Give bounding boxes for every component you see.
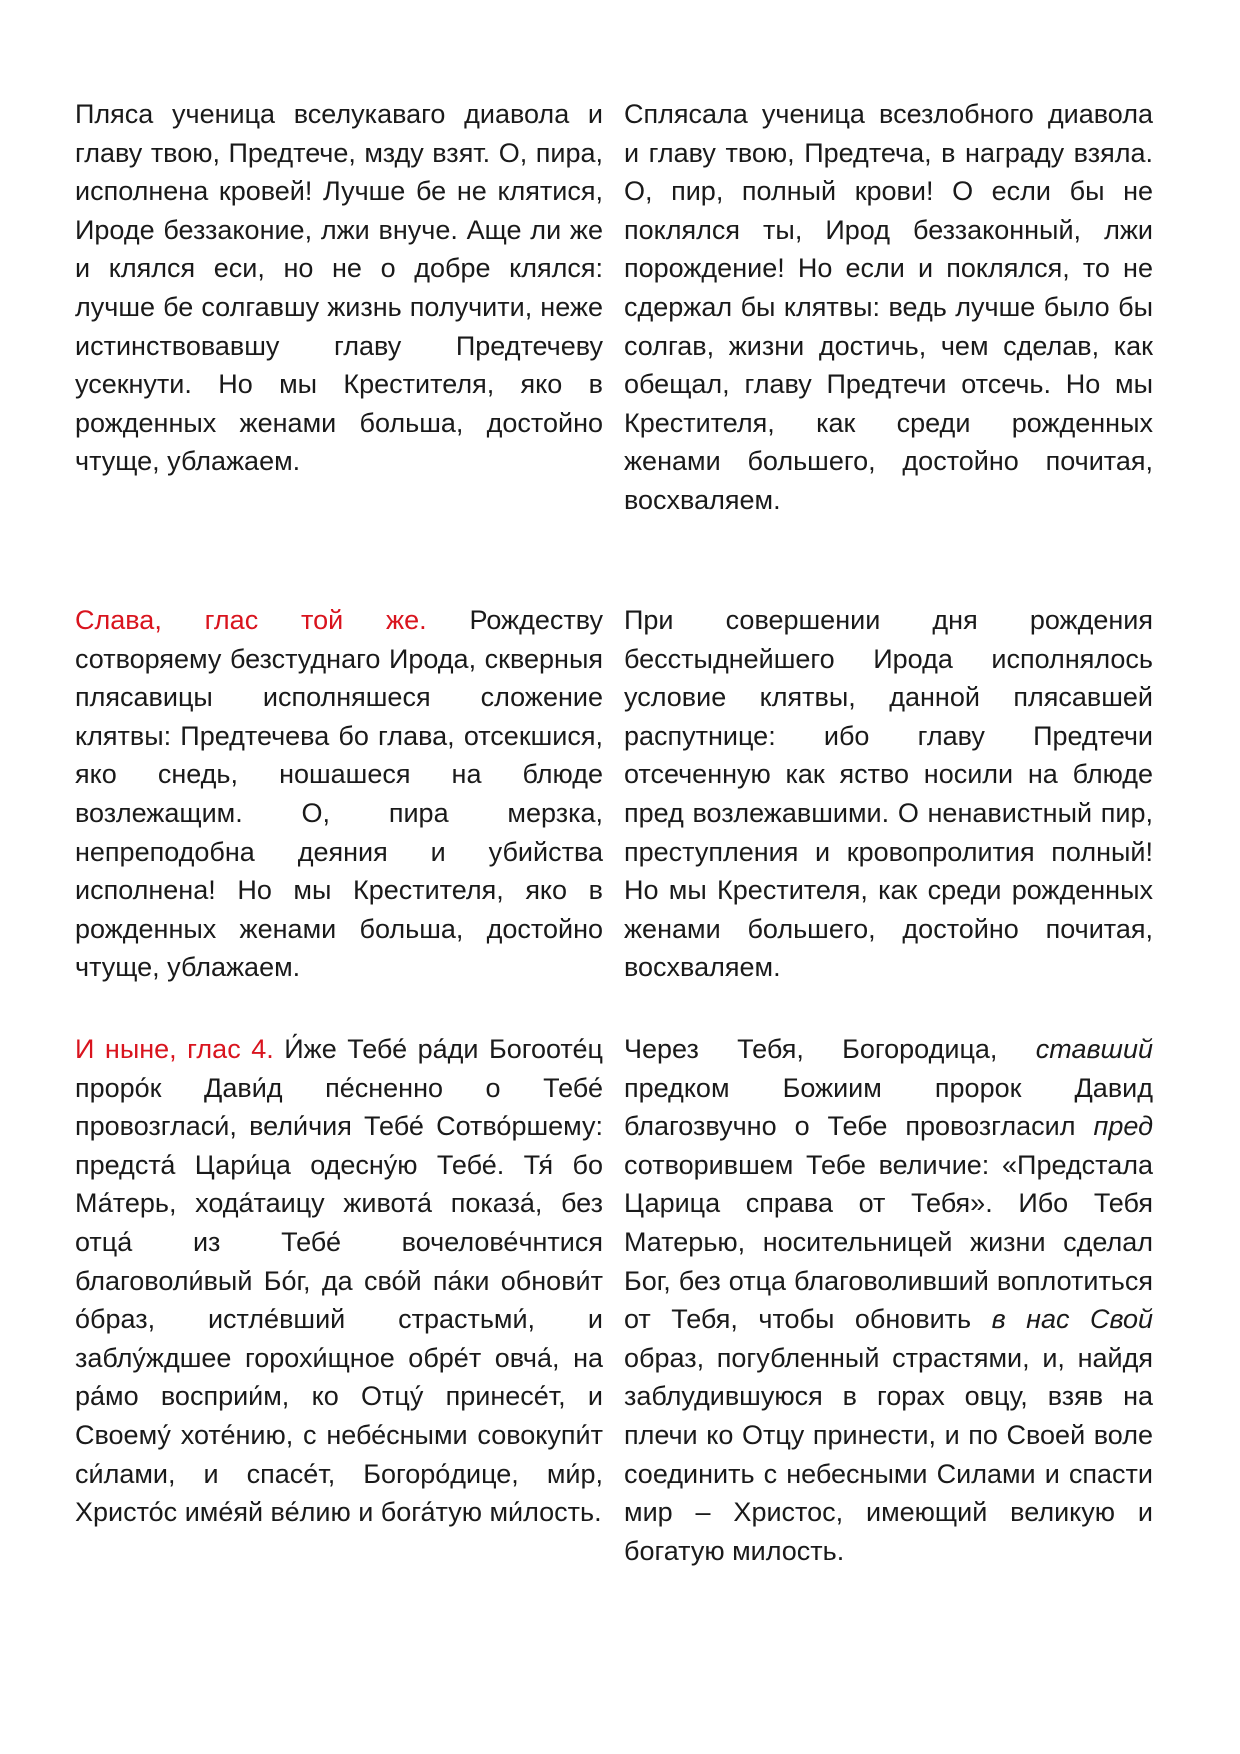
russian-text-segment: предком Божиим пророк Давид благозвучно о Тебе провозгласил <box>624 1072 1153 1142</box>
russian-text-segment: Через Тебя, Богородица, <box>624 1034 1036 1064</box>
slavonic-text-block-3 <box>75 1030 603 1532</box>
slavonic-paragraph-2: Рождеству сотворяему безстуднаго Ирода, скверныя плясавицы исполняшеся сложение клятвы: Предтечева бо глава, отсекшися, яко снедь, ношашеся на блюде возлежащим. О, пира мерзка, непреподобна деяния и убийства исполнена! Но мы Крестителя, яко в рожденных женами больша, достойно чтуще, ублажаем. <box>75 605 603 983</box>
slavonic-text-block-2 <box>75 601 603 987</box>
russian-text-block-3 <box>624 1030 1153 1570</box>
italic-insertion: пред <box>1093 1111 1153 1142</box>
russian-text-block-2 <box>624 601 1153 987</box>
rubric-heading-2: Слава, глас той же. <box>75 605 427 635</box>
russian-text-block-1 <box>624 95 1153 520</box>
italic-insertion: в нас Свой <box>991 1304 1153 1335</box>
russian-text-segment: образ, погубленный страстями, и, найдя заблудившуюся в горах овцу, взяв на плечи ко Отцу принести, и по Своей воле соединить с небесными Силами и спасти мир – Христос, имеющий великую и богатую милость. <box>624 1342 1153 1566</box>
italic-insertion: ставший <box>1035 1034 1153 1064</box>
russian-text-segment: сотворившем Тебе величие: «Предстала Царица справа от Тебя». Ибо Тебя Матерью, носительницей жизни сделал Бог, без отца благоволивший воплотиться от Тебя, чтобы обновить <box>624 1149 1153 1335</box>
slavonic-text-block-1 <box>75 95 603 481</box>
slavonic-paragraph-1: Пляса ученица вселукаваго диавола и главу твою, Предтече, мзду взят. О, пира, исполнена кровей! Лучше бе не клятися, Ироде беззаконие, лжи внуче. Аще ли же и клялся еси, но не о добре клялся: лучше бе солгавшу жизнь получити, неже истинствовавшу главу Предтечеву усекнути. Но мы Крестителя, яко в рожденных женами больша, достойно чтуще, ублажаем. <box>75 99 603 477</box>
russian-paragraph-1: Сплясала ученица всезлобного диавола и главу твою, Предтеча, в награду взяла. О, пир, полный крови! О если бы не поклялся ты, Ирод беззаконный, лжи порождение! Но если и поклялся, то не сдержал бы клятвы: ведь лучше было бы солгав, жизни достичь, чем сделав, как обещал, главу Предтечи отсечь. Но мы Крестителя, как среди рожденных женами большего, достойно почитая, восхваляем. <box>624 99 1153 515</box>
slavonic-paragraph-3: И́же Тебе́ ра́ди Богооте́ц проро́к Дави́д пе́сненно о Тебе́ провозгласи́, вели́чия Тебе́ Сотво́ршему: предста́ Цари́ца одесну́ю Тебе́. Тя́ бо Ма́терь, хода́таицу живота́ показа́, без отца́ из Тебе́ вочелове́чнтися благоволи́вый Бо́г, да сво́й па́ки обнови́т о́браз, истле́вший страстьми́, и заблу́ждшее горохи́щное обре́т овча́, на ра́мо восприи́м, ко Отцу́ принесе́т, и Своему́ хоте́нию, с небе́сными совокупи́т си́лами, и спасе́т, Богоро́дице, ми́р, Христо́с име́яй ве́лию и бога́тую ми́лость. <box>75 1034 603 1528</box>
russian-paragraph-2: При совершении дня рождения бесстыднейшего Ирода исполнялось условие клятвы, данной плясавшей распутнице: ибо главу Предтечи отсеченную как яство носили на блюде пред возлежавшими. О ненавистный пир, преступления и кровопролития полный! Но мы Крестителя, как среди рожденных женами большего, достойно почитая, восхваляем. <box>624 605 1153 983</box>
rubric-heading-3: И ныне, глас 4. <box>75 1034 274 1064</box>
